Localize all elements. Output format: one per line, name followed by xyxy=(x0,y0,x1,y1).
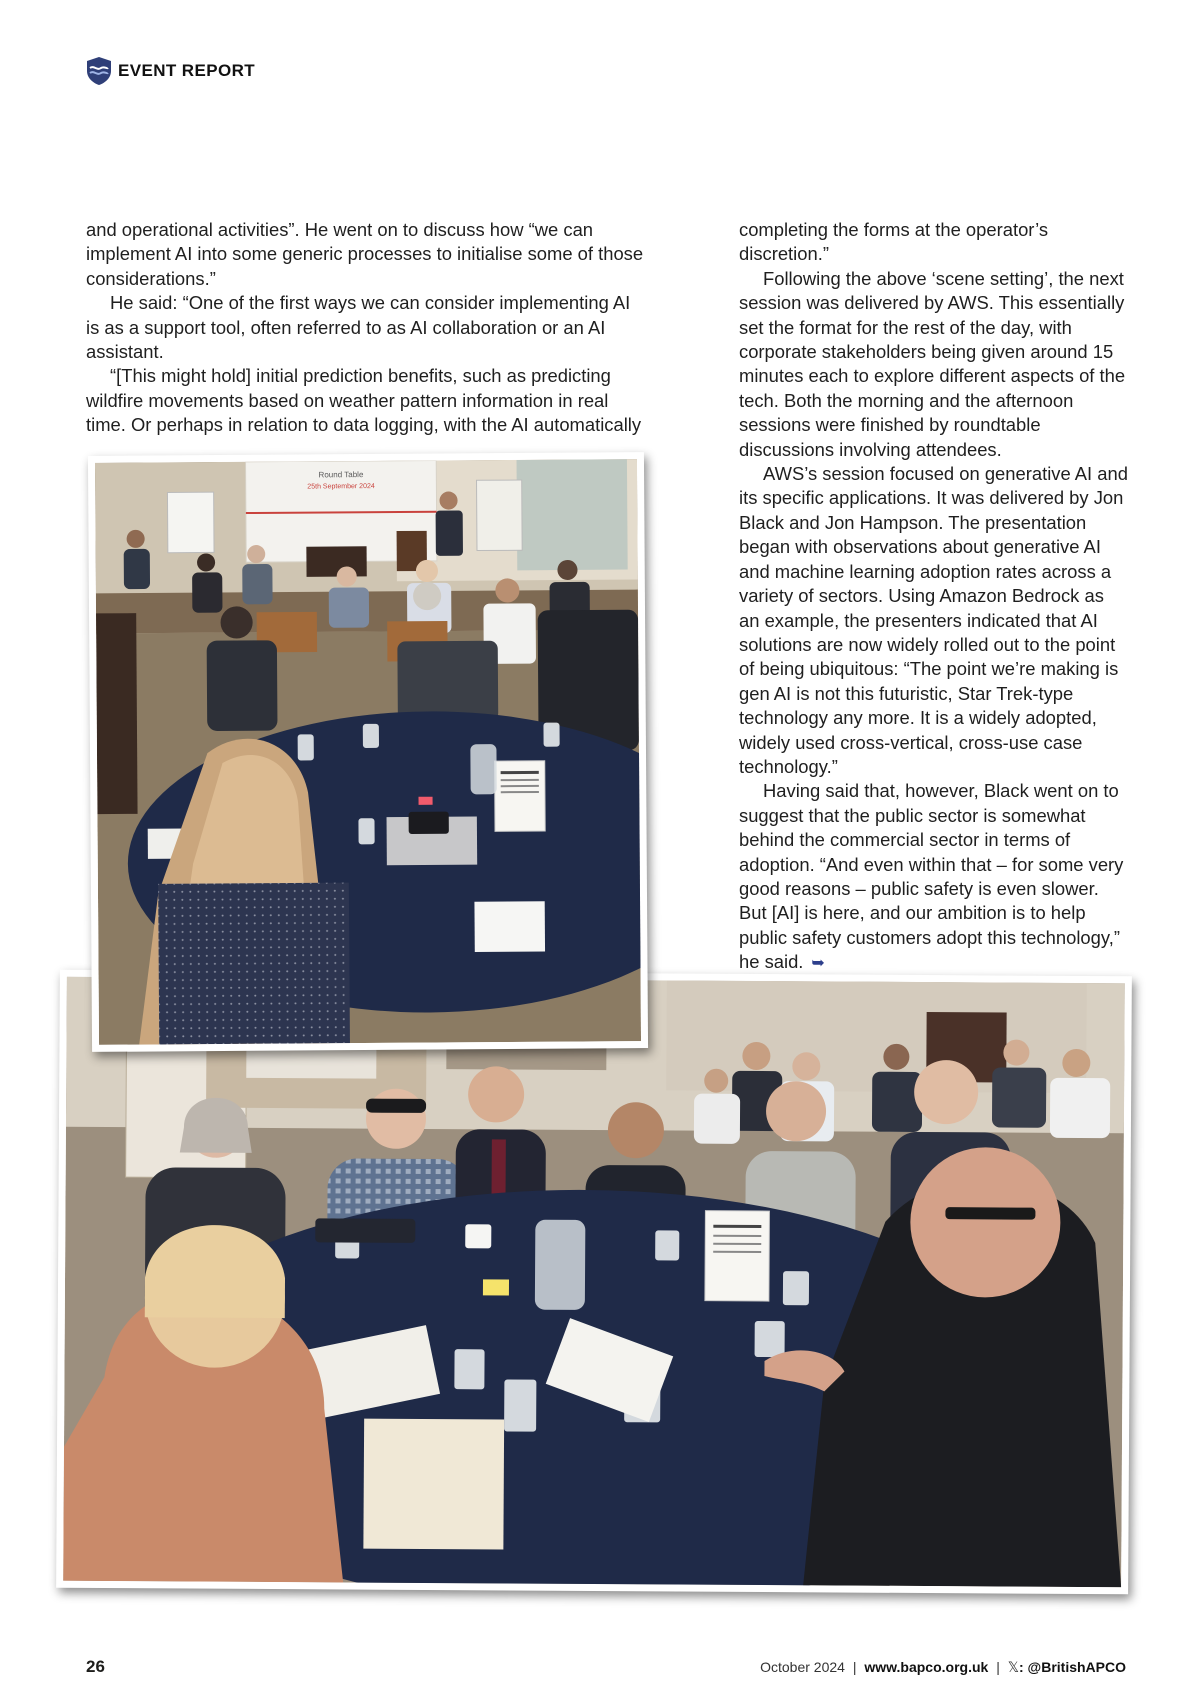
social-handle[interactable]: : @BritishAPCO xyxy=(1019,1659,1126,1675)
article-paragraph xyxy=(739,218,1129,267)
issue-date: October 2024 xyxy=(760,1659,845,1675)
photo-table-discussion xyxy=(56,970,1132,1595)
article-paragraph xyxy=(86,364,646,437)
bapco-shield-logo-icon xyxy=(86,56,112,86)
article-paragraph xyxy=(739,779,1129,976)
paragraph-text: “[This might hold] initial prediction benefits, such as predicting wildfire movements based on weather pattern information in real time. Or perhaps in relation to data logging, with the AI automatically xyxy=(86,365,642,436)
article-paragraph xyxy=(86,291,646,364)
screen-date: 25th September 2024 xyxy=(307,483,375,491)
paragraph-text: AWS’s session focused on generative AI and its specific applications. It was delivered by Jon Black and Jon Hampson. The presentation began with observations about generative AI and machine learning adoption rates across a variety of sectors. Using Amazon Bedrock as an example, the presenters indicated that AI solutions are now widely rolled out to the point of being ubiquitous: “The point we’re making is gen AI is not this futuristic, Star Trek-type technology any more. It is a widely adopted, widely used cross-vertical, cross-use case technology.” xyxy=(739,463,1128,777)
article-column-left xyxy=(86,218,646,438)
article-paragraph xyxy=(86,218,646,291)
paragraph-text: and operational activities”. He went on to discuss how “we can implement AI into some generic processes to initialise some of those considerations.” xyxy=(86,219,644,289)
continue-arrow-icon: ➥ xyxy=(811,955,825,973)
photo-roundtable-audience xyxy=(88,452,648,1052)
footer-separator: | xyxy=(852,1659,857,1675)
article-paragraph xyxy=(739,462,1129,779)
article-column-right xyxy=(739,218,1129,977)
paragraph-text: Following the above ‘scene setting’, the next session was delivered by AWS. This essentially set the format for the rest of the day, with corporate stakeholders being given around 15 minutes each to explore different aspects of the tech. Both the morning and the afternoon sessions were finished by roundtable discussions involving attendees. xyxy=(739,267,1126,460)
page-header xyxy=(86,56,255,86)
footer-separator: | xyxy=(996,1659,1000,1675)
screen-title: Round Table xyxy=(318,470,364,480)
page-number: 26 xyxy=(86,1657,105,1676)
article-paragraph xyxy=(739,267,1129,462)
x-logo-icon: 𝕏 xyxy=(1007,1659,1019,1675)
paragraph-text: completing the forms at the operator’s discretion.” xyxy=(739,219,1049,265)
website-link[interactable]: www.bapco.org.uk xyxy=(864,1659,989,1675)
footer-credits xyxy=(760,1659,1126,1676)
table-discussion-image xyxy=(63,977,1125,1587)
roundtable-audience-image xyxy=(95,459,641,1045)
paragraph-text: He said: “One of the first ways we can consider implementing AI is as a support tool, often referred to as AI collaboration or an AI assistant. xyxy=(86,292,631,363)
paragraph-text: Having said that, however, Black went on to suggest that the public sector is somewhat behind the commercial sector in terms of adoption. “And even within that – for some very good reasons – public safety is even slower. But [AI] is here, and our ambition is to help public safety customers adopt this technology,” he said. xyxy=(739,780,1124,973)
section-label: EVENT REPORT xyxy=(118,61,256,80)
